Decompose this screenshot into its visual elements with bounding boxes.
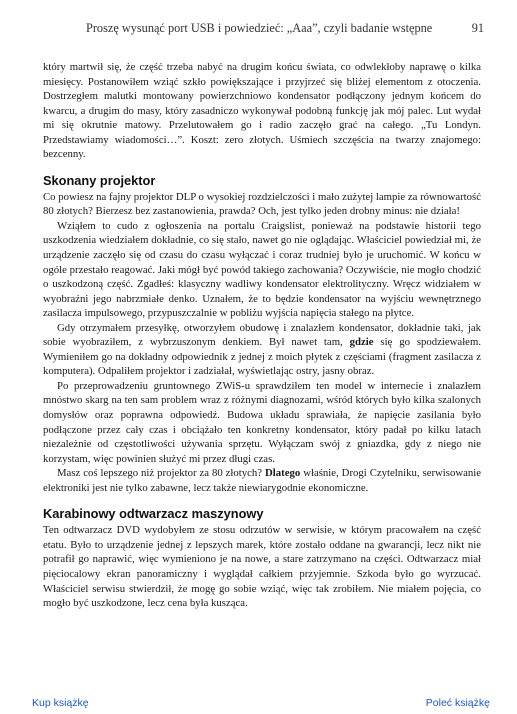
section-heading-dvd-player: Karabinowy odtwarzacz maszynowy — [43, 506, 264, 522]
projector-p5-text-after: właśnie, Drogi Czytelniku, serwisowanie elektroniki jest nie tylko zabawne, lecz także niewiarygodnie ekonomiczne. — [43, 467, 482, 494]
projector-paragraph-2: Wziąłem to cudo z ogłoszenia na portalu Craigslist, ponieważ na podstawie historii tego uszkodzenia wiedziałem dokładnie, co się stało, nawet go nie oglądając. Właściciel powiedział mi, że urządzenie zaczęło się od czasu do czasu wyłączać i coraz trudniej było je uruchomić. W końcu w ogóle przestało reagować. Jaki mógł być powód takiego zachowania? Oczywiście, nie mogło chodzić o uszkodzoną część. Zgadłeś: klasyczny wadliwy kondensator elektrolityczny. Wręcz widziałem w wyobraźni jego nabrzmiałe denko. Uznałem, że to będzie kondensator na wyjściu wewnętrznego zasilacza impulsowego, przypuszczalnie w pobliżu wyjścia napięcia stałego na płytce. — [43, 219, 481, 320]
recommend-book-link[interactable]: Poleć książkę — [425, 697, 490, 709]
page-number: 91 — [471, 21, 484, 35]
running-header — [86, 21, 484, 36]
dvd-paragraph-1: Ten odtwarzacz DVD wydobyłem ze stosu odrzutów w serwisie, w którym pracowałem na część etatu. Było to urządzenie jednej z lepszych marek, które zostało oddane na gwarancji, lecz nikt nie potrafił go naprawić, więc wymieniono je na nowe, a stare zatrzymano na części. Odtwarzacz miał pięciocalowy ekran panoramiczny i wyglądał całkiem przyjemnie. Szkoda było go wyrzucać. Właściciel serwisu stwierdził, że mogę go sobie wziąć, więc tak zrobiłem. Nie miałem pojęcia, co mogło być uszkodzone, lecz cena była kusząca. — [43, 524, 481, 610]
intro-paragraph: który martwił się, że część trzeba nabyć na drugim końcu świata, co odwlekłoby naprawę o kilka miesięcy. Postanowiłem wziąć szkło powiększające i przyjrzeć się bliżej elementom z otoczenia. Dostrzegłem malutki montowany powierzchniowo kondensator podłączony jednym końcem do kwarcu, a drugim do masy, który zasadniczo wykonywał podobną funkcję jak mój palec. Lut wydał mi się okrutnie matowy. Przelutowałem go i radio zaczęło grać na całego. „Tu Londyn. Przedstawiamy wiadomości…”. Koszt: zero złotych. Uśmiech szczęścia na twarzy znajomego: bezcenny. — [43, 61, 481, 161]
projector-paragraph-3 — [43, 321, 481, 379]
projector-paragraph-4: Po przeprowadzeniu gruntownego ZWiS-u sprawdziłem ten model w internecie i znalazłem mnóstwo skarg na ten sam problem wraz z różnymi diagnozami, wśród których było kilka szalonych domysłów oraz poprawna odpowiedź. Budowa układu sprawiała, że napięcie zasilania było podłączone przez cały czas i obciążało ten konkretny kondensator, który padał po kilku latach niezależnie od częstotliwości używania sprzętu. Wyłączam swój z gniazdka, gdy z niego nie korzystam, więc powinien służyć mi przez długi czas. — [43, 379, 481, 465]
page-body — [43, 60, 481, 611]
running-title: Proszę wysunąć port USB i powiedzieć: „Aaa”, czyli badanie wstępne — [86, 21, 433, 35]
projector-p3-text-before: Gdy otrzymałem przesyłkę, otworzyłem obudowę i znalazłem kondensator, dokładnie taki, jak sobie wyobraziłem, z wybrzuszonym denkiem. Był nawet tam, — [43, 321, 481, 349]
buy-book-link[interactable]: Kup książkę — [32, 697, 89, 709]
projector-paragraph-1: Co powiesz na fajny projektor DLP o wysokiej rozdzielczości i mało zużytej lampie za równowartość 80 złotych? Bierzesz bez zastanowienia, prawda? Och, jest tylko jeden drobny minus: nie działa! — [43, 190, 481, 218]
section-heading-projector: Skonany projektor — [43, 172, 156, 188]
projector-paragraph-5 — [43, 466, 481, 495]
projector-p3-emphasis: gdzie — [349, 336, 374, 349]
projector-p5-emphasis: Dlatego — [265, 467, 301, 480]
projector-p5-text-before: Masz coś lepszego niż projektor za 80 złotych? — [57, 467, 263, 480]
projector-p3-text-after: się go spodziewałem. Wymieniłem go na dokładny odpowiednik z jednej z moich płytek z częściami (fragment zasilacza z komputera). Odpaliłem projektor i zadziałał, wyświetlając ostry, jasny obraz. — [43, 336, 482, 378]
